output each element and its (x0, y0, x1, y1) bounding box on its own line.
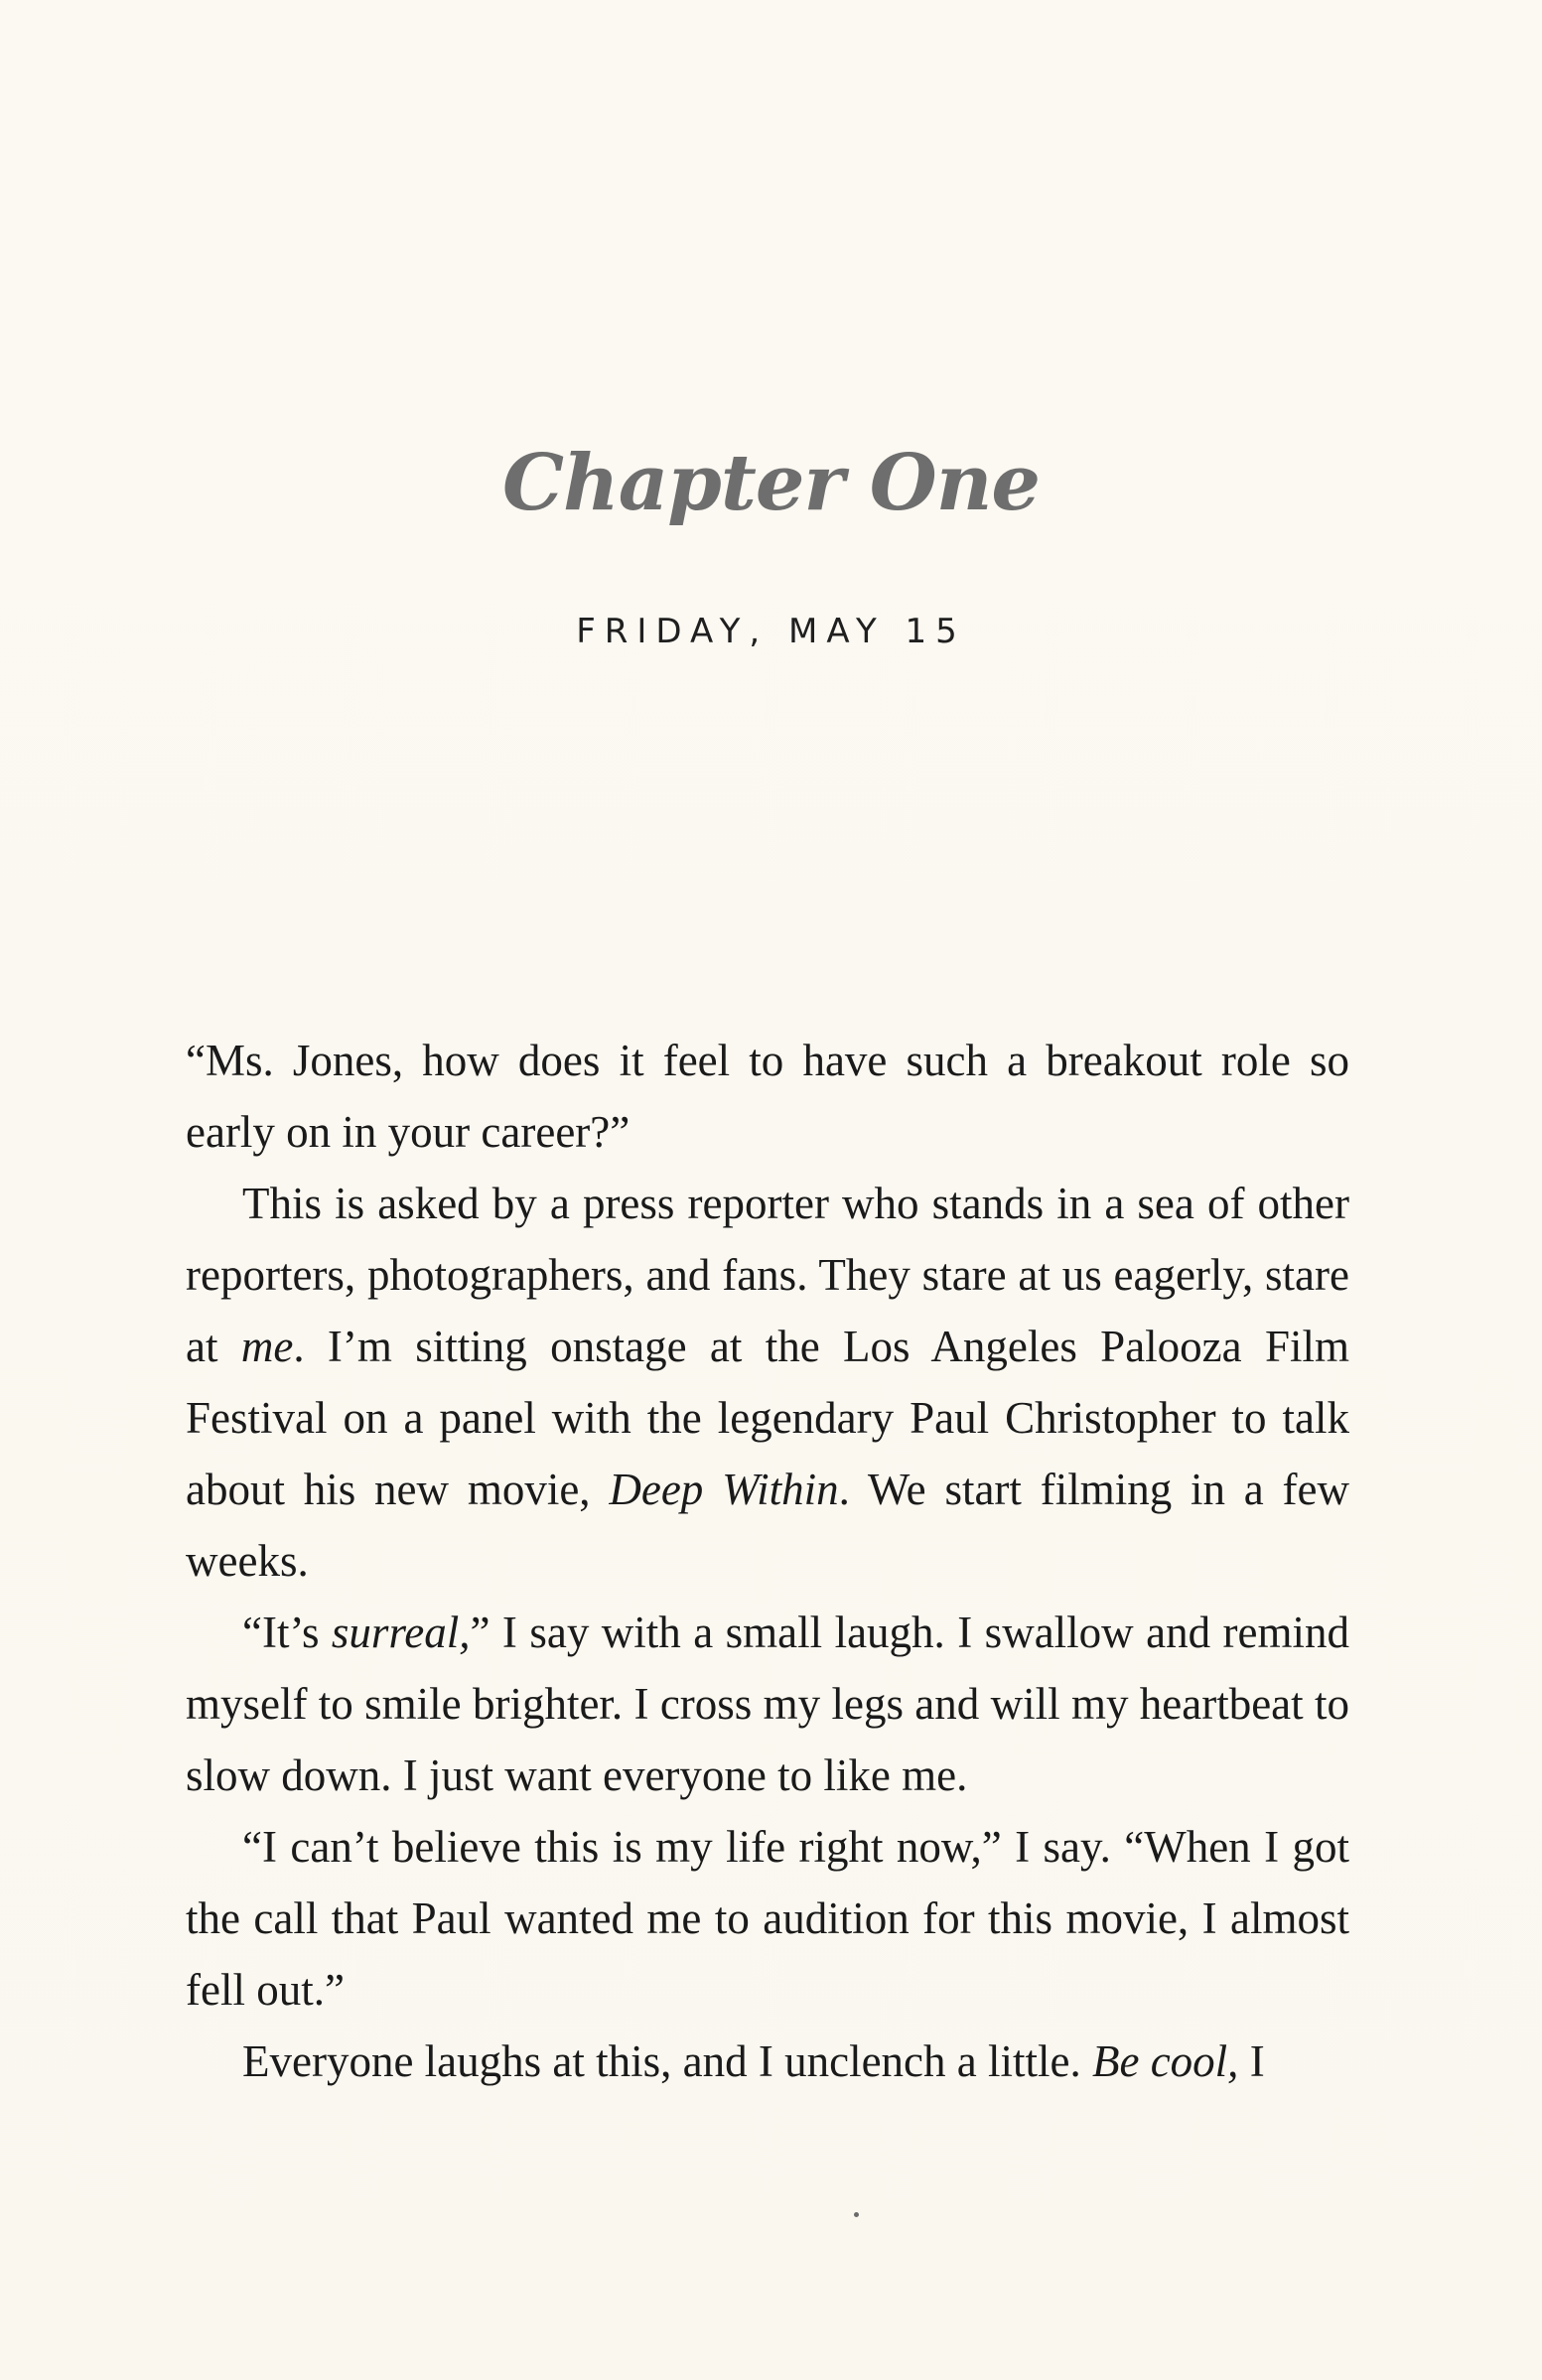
paragraph-text: ” I say with a small laugh. I swallow and remind myself to smile brighter. I cross my legs and will my heartbeat to slow down. I just want everyone to like me. (186, 1608, 1349, 1800)
page-mark (854, 2212, 859, 2217)
chapter-title: Chapter One (501, 438, 1041, 528)
movie-title-deep-within: Deep Within (609, 1465, 839, 1514)
paragraph-5 (186, 2026, 1349, 2097)
paragraph-text: “I can’t believe this is my life right now,” I say. “When I got the call that Paul wanted me to audition for this movie, I almost fell out.” (186, 1822, 1349, 2015)
paragraph-1 (186, 1025, 1349, 1168)
paragraph-2 (186, 1168, 1349, 1597)
paragraph-4 (186, 1811, 1349, 2026)
paragraph-text: . I’m sitting onstage at the Los Angeles Palooza Film Festival on a panel with the legendary Paul Christopher to talk about his new movie, (186, 1322, 1349, 1514)
paragraph-text: I (1238, 2036, 1265, 2086)
chapter-body (186, 1025, 1349, 2097)
emphasis-me: me (240, 1322, 294, 1371)
paragraph-text: Everyone laughs at this, and I unclench a little. (242, 2036, 1092, 2086)
paragraph-text: This is asked by a press reporter who stands in a sea of other reporters, photographers, and fans. They stare at us eagerly, stare at (186, 1179, 1349, 1371)
paragraph-text: “Ms. Jones, how does it feel to have such a breakout role so early on in your career?” (186, 1036, 1349, 1157)
paragraph-text: “It’s (242, 1608, 332, 1657)
emphasis-be-cool: Be cool, (1092, 2036, 1239, 2086)
paragraph-text: . We start filming in a few weeks. (186, 1465, 1349, 1586)
chapter-date: FRIDAY, MAY 15 (576, 612, 966, 651)
emphasis-surreal: surreal, (331, 1608, 471, 1657)
paragraph-3 (186, 1597, 1349, 1811)
